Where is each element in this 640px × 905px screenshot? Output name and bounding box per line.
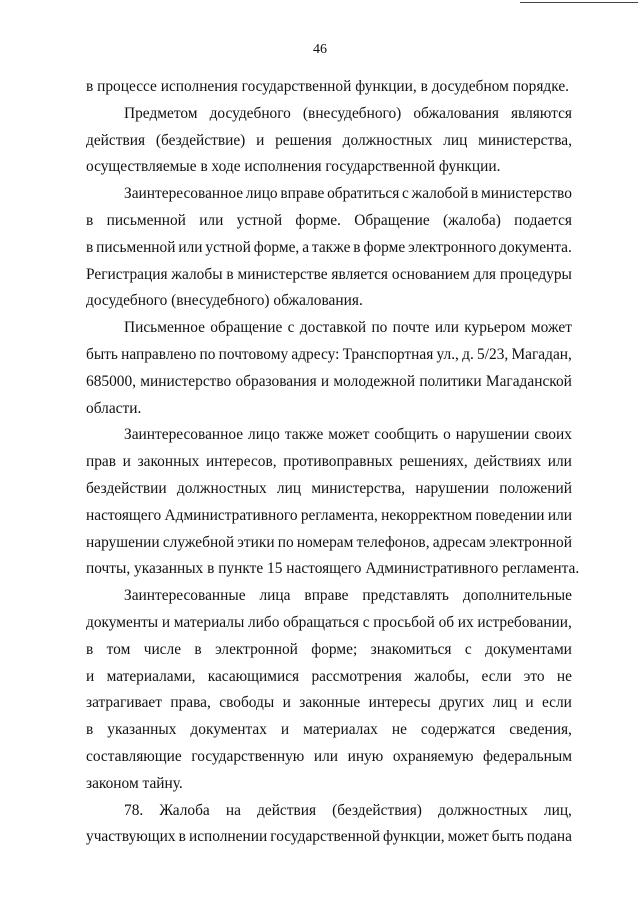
text-line: затрагивает права, свободы и законные интересы других лиц и если	[86, 694, 572, 712]
text-line: Заинтересованное лицо вправе обратиться с жалобой в министерство	[124, 185, 572, 203]
scan-edge-mark	[520, 2, 638, 3]
paragraph	[86, 798, 572, 852]
text-line: в письменной или устной форме. Обращение (жалоба) подается	[86, 211, 572, 229]
paragraph	[86, 101, 572, 181]
text-line: досудебного (внесудебного) обжалования.	[86, 292, 363, 310]
paragraph	[86, 74, 572, 101]
text-line: законом тайну.	[86, 774, 183, 792]
text-line: настоящего Административного регламента, некорректном поведении или	[86, 506, 572, 524]
text-line: в процессе исполнения государственной функции, в досудебном порядке.	[86, 78, 570, 95]
text-line: почты, указанных в пункте 15 настоящего Административного регламента.	[86, 560, 580, 578]
text-line: в указанных документах и материалах не содержатся сведения,	[86, 721, 572, 739]
text-line: действия (бездействие) и решения должностных лиц министерства,	[86, 131, 572, 149]
text-line: Заинтересованные лица вправе представлять дополнительные	[124, 587, 572, 605]
text-line: Предметом досудебного (внесудебного) обжалования являются	[124, 104, 572, 122]
text-line: 78. Жалоба на действия (бездействия) должностных лиц,	[124, 801, 572, 819]
paragraph	[86, 315, 572, 422]
text-line: Регистрация жалобы в министерстве является основанием для процедуры	[86, 265, 572, 283]
page-number: 46	[313, 42, 327, 57]
text-line: области.	[86, 399, 142, 417]
text-line: и материалами, касающимися рассмотрения жалобы, если это не	[86, 667, 572, 685]
text-line: в письменной или устной форме, а также в форме электронного документа.	[86, 238, 572, 256]
text-line: осуществляемые в ходе исполнения государственной функции.	[86, 158, 501, 176]
text-line: Заинтересованное лицо также может сообщить о нарушении своих	[124, 426, 572, 444]
text-line: бездействии должностных лиц министерства, нарушении положений	[86, 479, 572, 497]
paragraph	[86, 181, 572, 315]
text-line: быть направлено по почтовому адресу: Транспортная ул., д. 5/23, Магадан,	[86, 345, 572, 363]
paragraph	[86, 583, 572, 797]
paragraph	[86, 422, 580, 583]
text-line: составляющие государственную или иную охраняемую федеральным	[86, 747, 572, 765]
document-body	[86, 74, 580, 851]
text-line: документы и материалы либо обращаться с просьбой об их истребовании,	[86, 613, 572, 631]
text-line: 685000, министерство образования и молодежной политики Магаданской	[86, 372, 572, 390]
text-line: Письменное обращение с доставкой по почте или курьером может	[124, 319, 572, 337]
text-line: нарушении служебной этики по номерам телефонов, адресам электронной	[86, 533, 572, 551]
text-line: в том числе в электронной форме; знакомиться с документами	[86, 640, 572, 658]
text-line: участвующих в исполнении государственной функции, может быть подана	[86, 828, 572, 846]
text-line: прав и законных интересов, противоправных решениях, действиях или	[86, 453, 572, 471]
